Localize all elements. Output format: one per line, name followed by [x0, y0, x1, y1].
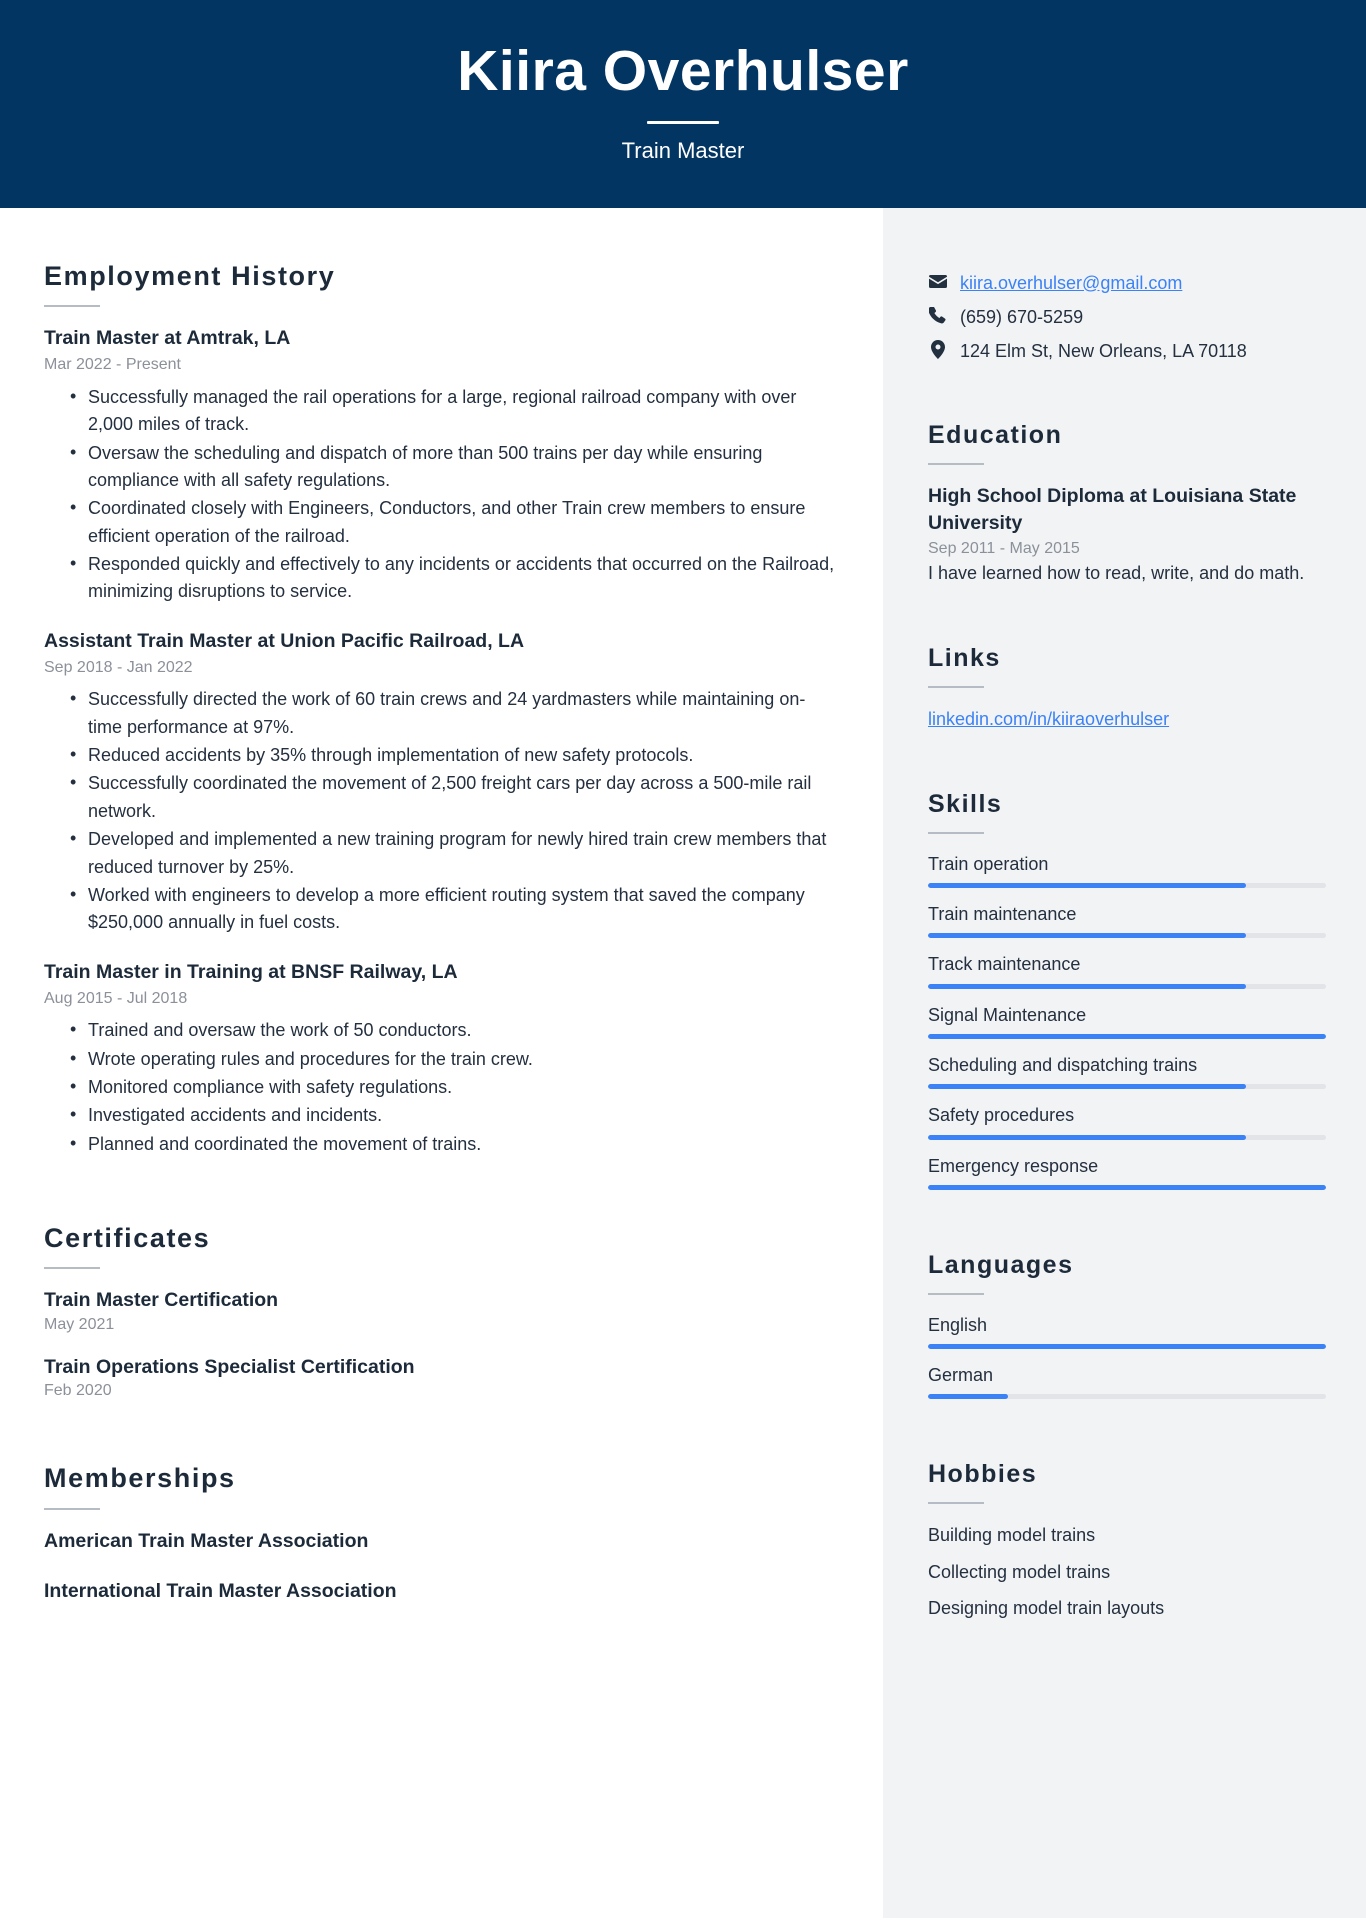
certificate-date: Feb 2020 — [44, 1382, 112, 1400]
section-employment-history — [44, 260, 837, 1158]
job-title: Train Master in Training at BNSF Railway, LA — [44, 960, 458, 983]
skill-bar-fill — [928, 1084, 1246, 1089]
memberships-heading: Memberships — [44, 1463, 236, 1494]
location-pin-icon — [928, 338, 947, 360]
email-link[interactable]: kiira.overhulser@gmail.com — [960, 272, 1183, 293]
education-description: I have learned how to read, write, and do math. — [928, 562, 1305, 583]
skill-label: Safety procedures — [928, 1105, 1075, 1126]
certificate-entry — [44, 1354, 837, 1400]
job-bullet: • Successfully managed the rail operations for a large, regional railroad company with over 2,000 miles of track. — [70, 384, 837, 439]
job-bullet-list — [70, 686, 837, 936]
job-bullet: • Investigated accidents and incidents. — [70, 1102, 837, 1129]
header-job-title: Train Master — [621, 137, 745, 163]
education-title: High School Diploma at Louisiana State University — [928, 484, 1297, 534]
language-item — [928, 1363, 1326, 1399]
section-links — [928, 643, 1326, 733]
job-bullet: • Successfully coordinated the movement of 2,500 freight cars per day across a 500-mile rail network. — [70, 770, 837, 825]
job-title: Train Master at Amtrak, LA — [44, 327, 291, 350]
membership-item: American Train Master Association — [44, 1529, 369, 1552]
sidebar-column — [883, 208, 1366, 1918]
section-skills — [928, 789, 1326, 1190]
skills-heading: Skills — [928, 789, 1003, 818]
heading-divider — [928, 832, 984, 834]
job-bullet: • Worked with engineers to develop a more efficient routing system that saved the company $250,000 annually in fuel costs. — [70, 882, 837, 937]
skill-item — [928, 852, 1326, 888]
employment-entry — [44, 325, 837, 606]
heading-divider — [44, 1267, 100, 1269]
certificate-entry — [44, 1287, 837, 1333]
section-certificates — [44, 1222, 837, 1400]
section-hobbies — [928, 1459, 1326, 1620]
employment-entry — [44, 628, 837, 937]
job-bullet: • Monitored compliance with safety regulations. — [70, 1074, 837, 1101]
links-heading: Links — [928, 643, 1001, 672]
section-education — [928, 420, 1326, 587]
skill-label: Emergency response — [928, 1155, 1099, 1176]
job-bullet: • Coordinated closely with Engineers, Conductors, and other Train crew members to ensure efficient operation of the railroad. — [70, 495, 837, 550]
skill-label: Train operation — [928, 853, 1049, 874]
address-text: 124 Elm St, New Orleans, LA 70118 — [960, 340, 1247, 361]
heading-divider — [928, 686, 984, 688]
section-memberships — [44, 1462, 837, 1604]
certificate-title: Train Master Certification — [44, 1289, 279, 1312]
job-bullet: • Oversaw the scheduling and dispatch of more than 500 trains per day while ensuring compliance with all safety regulations. — [70, 440, 837, 495]
hobby-item: Building model trains — [928, 1525, 1096, 1546]
skill-bar-track — [928, 933, 1326, 938]
skill-bar-track — [928, 1185, 1326, 1190]
section-languages — [928, 1250, 1326, 1400]
language-bar-track — [928, 1344, 1326, 1349]
job-bullet: • Responded quickly and effectively to any incidents or accidents that occurred on the Railroad, minimizing disruptions to service. — [70, 551, 837, 606]
spacer — [928, 1204, 1326, 1250]
job-bullet-list — [70, 1017, 837, 1158]
education-heading: Education — [928, 420, 1063, 449]
job-bullet-list — [70, 384, 837, 606]
resume-body — [0, 208, 1366, 1918]
contact-row-address — [928, 338, 1326, 364]
language-label: English — [928, 1314, 988, 1335]
language-item — [928, 1313, 1326, 1349]
linkedin-link[interactable]: linkedin.com/in/kiiraoverhulser — [928, 708, 1170, 729]
skill-label: Scheduling and dispatching trains — [928, 1054, 1198, 1075]
skill-bar-track — [928, 883, 1326, 888]
skill-bar-track — [928, 984, 1326, 989]
phone-number: (659) 670-5259 — [960, 306, 1084, 327]
skill-bar-track — [928, 1084, 1326, 1089]
heading-divider — [928, 463, 984, 465]
languages-heading: Languages — [928, 1250, 1074, 1279]
job-bullet: • Trained and oversaw the work of 50 conductors. — [70, 1017, 837, 1044]
contact-row-email — [928, 270, 1326, 296]
job-bullet: • Successfully directed the work of 60 train crews and 24 yardmasters while maintaining on-time performance at 97%. — [70, 686, 837, 741]
job-bullet: • Developed and implemented a new training program for newly hired train crew members that reduced turnover by 25%. — [70, 826, 837, 881]
contact-row-phone — [928, 304, 1326, 330]
skill-bar-fill — [928, 883, 1246, 888]
skill-label: Track maintenance — [928, 954, 1081, 975]
skill-bar-fill — [928, 1034, 1326, 1039]
skill-label: Signal Maintenance — [928, 1004, 1087, 1025]
resume-header — [0, 0, 1366, 208]
heading-divider — [928, 1502, 984, 1504]
job-bullet: • Planned and coordinated the movement of trains. — [70, 1131, 837, 1158]
hobby-item: Collecting model trains — [928, 1561, 1111, 1582]
spacer — [928, 1413, 1326, 1459]
header-divider — [647, 121, 719, 124]
heading-divider — [928, 1293, 984, 1295]
employment-history-heading: Employment History — [44, 260, 336, 291]
language-bar-fill — [928, 1394, 1008, 1399]
employment-entry — [44, 959, 837, 1159]
skill-bar-fill — [928, 1185, 1326, 1190]
education-date: Sep 2011 - May 2015 — [928, 539, 1080, 557]
skill-bar-track — [928, 1034, 1326, 1039]
skill-item — [928, 1103, 1326, 1139]
job-date: Aug 2015 - Jul 2018 — [44, 989, 188, 1007]
language-label: German — [928, 1365, 994, 1386]
language-bar-fill — [928, 1344, 1326, 1349]
skill-bar-fill — [928, 984, 1246, 989]
page-title: Kiira Overhulser — [457, 39, 909, 103]
language-bar-track — [928, 1394, 1326, 1399]
job-bullet: • Reduced accidents by 35% through implementation of new safety protocols. — [70, 742, 837, 769]
skill-label: Train maintenance — [928, 904, 1077, 925]
spacer — [928, 743, 1326, 789]
job-title: Assistant Train Master at Union Pacific Railroad, LA — [44, 629, 525, 652]
main-column — [0, 208, 883, 1918]
email-icon — [928, 270, 947, 292]
certificates-heading: Certificates — [44, 1223, 211, 1254]
job-date: Mar 2022 - Present — [44, 356, 181, 374]
hobby-item: Designing model train layouts — [928, 1597, 1165, 1618]
skill-bar-fill — [928, 1135, 1246, 1140]
education-entry — [928, 483, 1326, 587]
contact-info — [928, 270, 1326, 364]
certificate-date: May 2021 — [44, 1315, 115, 1333]
spacer — [44, 1180, 837, 1222]
skill-item — [928, 952, 1326, 988]
hobbies-heading: Hobbies — [928, 1460, 1038, 1489]
membership-item: International Train Master Association — [44, 1579, 397, 1602]
phone-icon — [928, 304, 947, 326]
heading-divider — [44, 1508, 100, 1510]
heading-divider — [44, 305, 100, 307]
skill-item — [928, 1154, 1326, 1190]
job-bullet: • Wrote operating rules and procedures for the train crew. — [70, 1046, 837, 1073]
spacer — [44, 1420, 837, 1462]
skill-item — [928, 1053, 1326, 1089]
spacer — [928, 597, 1326, 643]
skill-item — [928, 1003, 1326, 1039]
certificate-title: Train Operations Specialist Certification — [44, 1355, 415, 1378]
job-date: Sep 2018 - Jan 2022 — [44, 658, 193, 676]
skill-item — [928, 902, 1326, 938]
skill-bar-fill — [928, 933, 1246, 938]
skill-bar-track — [928, 1135, 1326, 1140]
